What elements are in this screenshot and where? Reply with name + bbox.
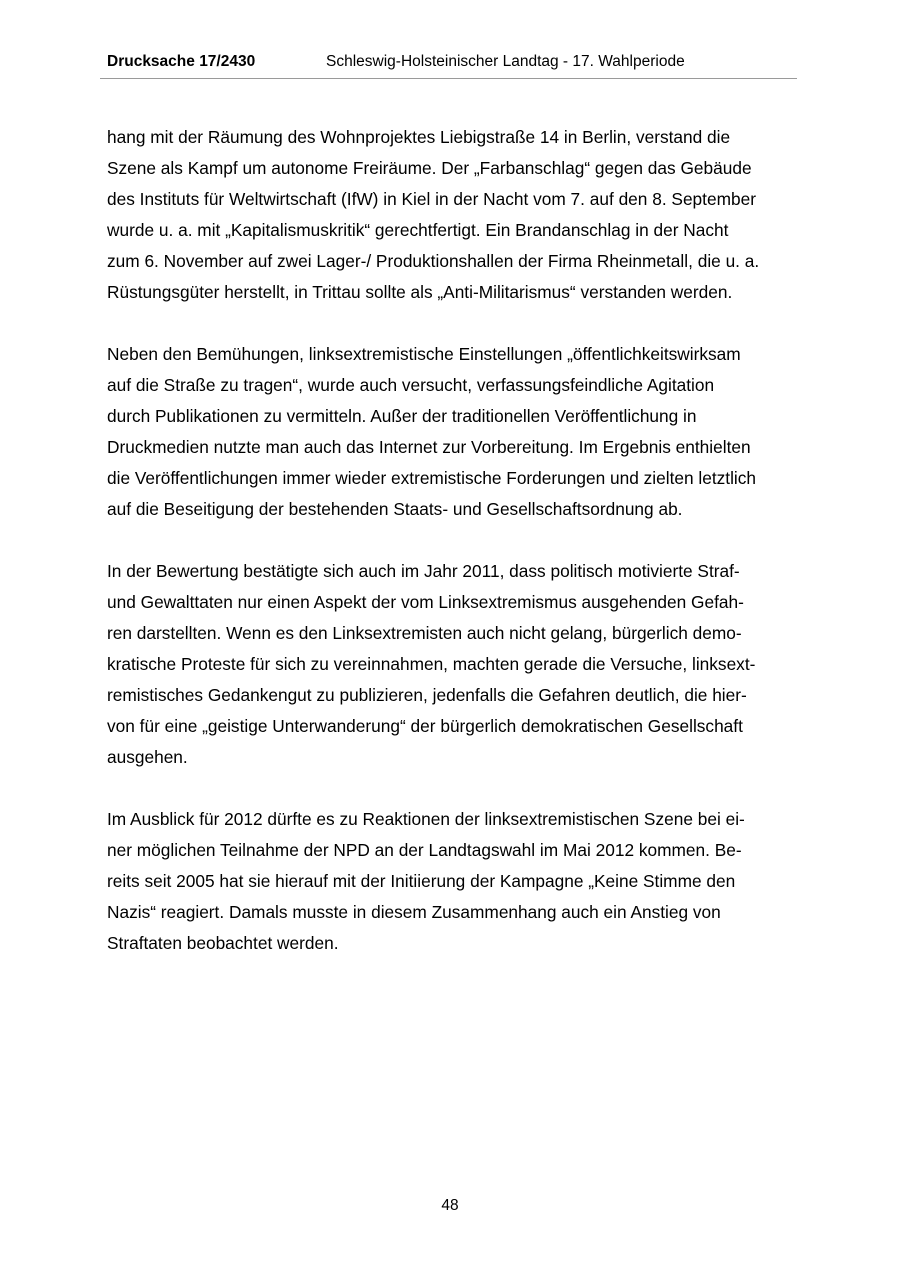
paragraph: In der Bewertung bestätigte sich auch im Jahr 2011, dass politisch motivierte Straf- und Gewalttaten nur einen Aspekt der vom Linksextremismus ausgehenden Gefah- ren darstellten. Wenn es den Linksextremisten auch nicht gelang, bürgerlich demo- kratische Proteste für sich zu vereinnahmen, machten gerade die Versuche, linksext- remistisches Gedankengut zu publizieren, jedenfalls die Gefahren deutlich, die hier- von für eine „geistige Unterwanderung“ der bürgerlich demokratischen Gesellschaft ausgehen. bbox=[107, 561, 756, 767]
page-number: 48 bbox=[441, 1197, 459, 1214]
paragraph: Neben den Bemühungen, linksextremistische Einstellungen „öffentlichkeitswirksam auf die Straße zu tragen“, wurde auch versucht, verfassungsfeindliche Agitation durch Publikationen zu vermitteln. Außer der traditionellen Veröffentlichung in Druckmedien nutzte man auch das Internet zur Vorbereitung. Im Ergebnis enthielten die Veröffentlichungen immer wieder extremistische Forderungen und zielten letztlich auf die Beseitigung der bestehenden Staats- und Gesellschaftsordnung ab. bbox=[107, 344, 757, 519]
paragraph: Im Ausblick für 2012 dürfte es zu Reaktionen der linksextremistischen Szene bei ei- ner möglichen Teilnahme der NPD an der Landtagswahl im Mai 2012 kommen. Be- reits seit 2005 hat sie hierauf mit der Initiierung der Kampagne „Keine Stimme den Nazis“ reagiert. Damals musste in diesem Zusammenhang auch ein Anstieg von Straftaten beobachtet werden. bbox=[107, 809, 745, 953]
page-header bbox=[100, 50, 797, 79]
document-number: Drucksache 17/2430 bbox=[107, 53, 256, 70]
document-body bbox=[107, 122, 807, 990]
parliament-title: Schleswig-Holsteinischer Landtag - 17. Wahlperiode bbox=[326, 53, 685, 70]
paragraph: hang mit der Räumung des Wohnprojektes Liebigstraße 14 in Berlin, verstand die Szene als Kampf um autonome Freiräume. Der „Farbanschlag“ gegen das Gebäude des Instituts für Weltwirtschaft (IfW) in Kiel in der Nacht vom 7. auf den 8. September wurde u. a. mit „Kapitalismuskritik“ gerechtfertigt. Ein Brandanschlag in der Nacht zum 6. November auf zwei Lager-/ Produktionshallen der Firma Rheinmetall, die u. a. Rüstungsgüter herstellt, in Trittau sollte als „Anti-Militarismus“ verstanden werden. bbox=[107, 127, 760, 302]
